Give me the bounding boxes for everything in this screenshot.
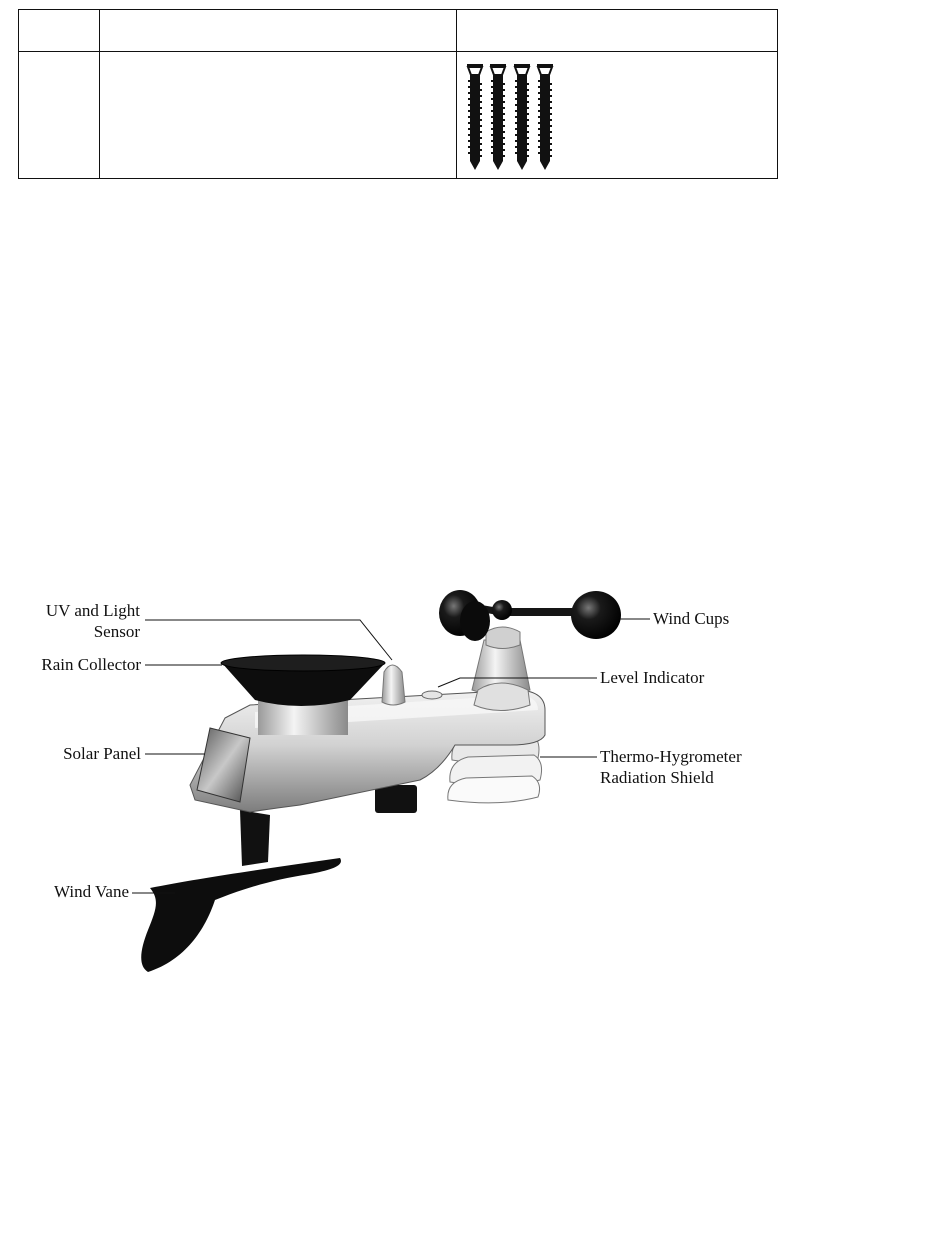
table-header-cell <box>456 10 777 52</box>
uv-light-label-line2: Sensor <box>93 622 140 641</box>
wind-cups-shape <box>439 590 621 641</box>
table-cell-image <box>456 52 777 179</box>
parts-table <box>18 9 778 179</box>
rain-collector-label: Rain Collector <box>41 655 141 674</box>
radiation-shield-label <box>600 746 742 788</box>
level-indicator-shape <box>422 691 442 699</box>
table-row <box>19 52 778 179</box>
shield-label-line1: Thermo-Hygrometer <box>600 747 742 766</box>
wind-cups-label: Wind Cups <box>653 609 730 628</box>
level-indicator-label: Level Indicator <box>600 668 705 687</box>
uv-light-sensor-label <box>20 600 140 642</box>
solar-panel-shape <box>197 728 250 802</box>
table-cell <box>99 52 456 179</box>
table-header-cell <box>19 10 100 52</box>
uv-sensor-shape <box>382 665 405 705</box>
wind-vane-shape <box>141 810 341 972</box>
screw-icon <box>467 64 483 170</box>
solar-panel-label: Solar Panel <box>63 744 141 763</box>
weather-station-illustration <box>0 560 950 1000</box>
table-header-row <box>19 10 778 52</box>
table-header-cell <box>99 10 456 52</box>
screws-illustration <box>465 64 565 172</box>
wind-vane-label: Wind Vane <box>53 882 129 901</box>
weather-station-figure <box>0 560 950 1000</box>
shield-label-line2: Radiation Shield <box>600 768 714 787</box>
bottom-connector-shape <box>375 785 417 813</box>
uv-light-label-line1: UV and Light <box>45 601 140 620</box>
table-cell <box>19 52 100 179</box>
